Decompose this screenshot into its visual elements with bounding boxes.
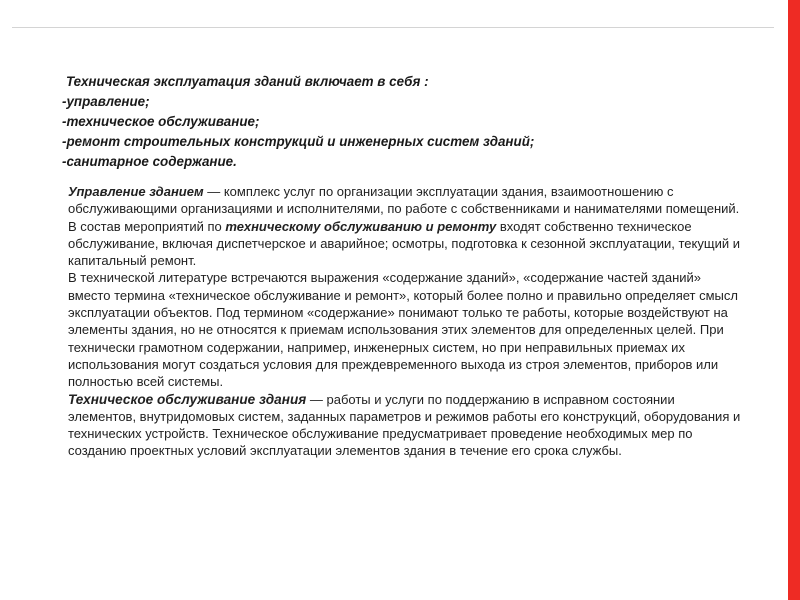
intro-item-sanitary: -санитарное содержание. (62, 154, 237, 169)
term-maintenance-repair: техническому обслуживанию и ремонту (225, 218, 497, 234)
paragraph-technical-maintenance (68, 391, 744, 460)
definition-technical-maintenance: — работы и услуги по поддержанию в исправном состоянии элементов, внутридомовых систем, заданных параметров и режимов работы его конструкций, оборудования и технических устройств. Техническое обслуживание предусматривает проведение необходимых мер по созданию проектных условий эксплуатации элементов здания в течение его срока службы. (68, 391, 741, 459)
accent-bar (788, 0, 800, 600)
definition-building-management: — комплекс услуг по организации эксплуатации здания, взаимоотношению с обслуживающими организациями и исполнителями, по работе с собственниками и нанимателями помещений. (68, 184, 740, 217)
intro-heading: Техническая эксплуатация зданий включает в себя : (66, 74, 429, 89)
paragraph-maintenance-scope (68, 218, 744, 270)
paragraph-building-management (68, 183, 744, 218)
intro-item-maintenance: -техническое обслуживание; (62, 114, 260, 129)
top-divider (12, 27, 774, 28)
paragraph-terminology: В технической литературе встречаются выражения «содержание зданий», «содержание частей зданий» вместо термина «техническое обслуживание и ремонт», который более полно и правильно определяет смысл эксплуатации объектов. Под термином «содержание» понимают только те работы, которые воздействуют на элементы здания, но не относятся к приемам использования этих элементов для определенных целей. При технически грамотном содержании, например, инженерных систем, но при неправильных приемах их использования могут создаться условия для преждевременного выхода из строя элементов, приборов или полностью всей системы. (68, 270, 738, 390)
intro-list (62, 72, 762, 172)
text-fragment: В состав мероприятий по (68, 218, 226, 234)
intro-item-management: -управление; (62, 94, 150, 109)
body-text (68, 183, 744, 460)
term-building-management: Управление зданием (68, 184, 204, 199)
term-technical-maintenance: Техническое обслуживание здания (68, 391, 307, 407)
text-fragment: входят собственно техническое обслуживание, включая диспетчерское и аварийное; осмотры, подготовка к сезонной эксплуатации, текущий и капитальный ремонт. (68, 218, 740, 269)
intro-item-repair: -ремонт строительных конструкций и инженерных систем зданий; (62, 134, 535, 149)
